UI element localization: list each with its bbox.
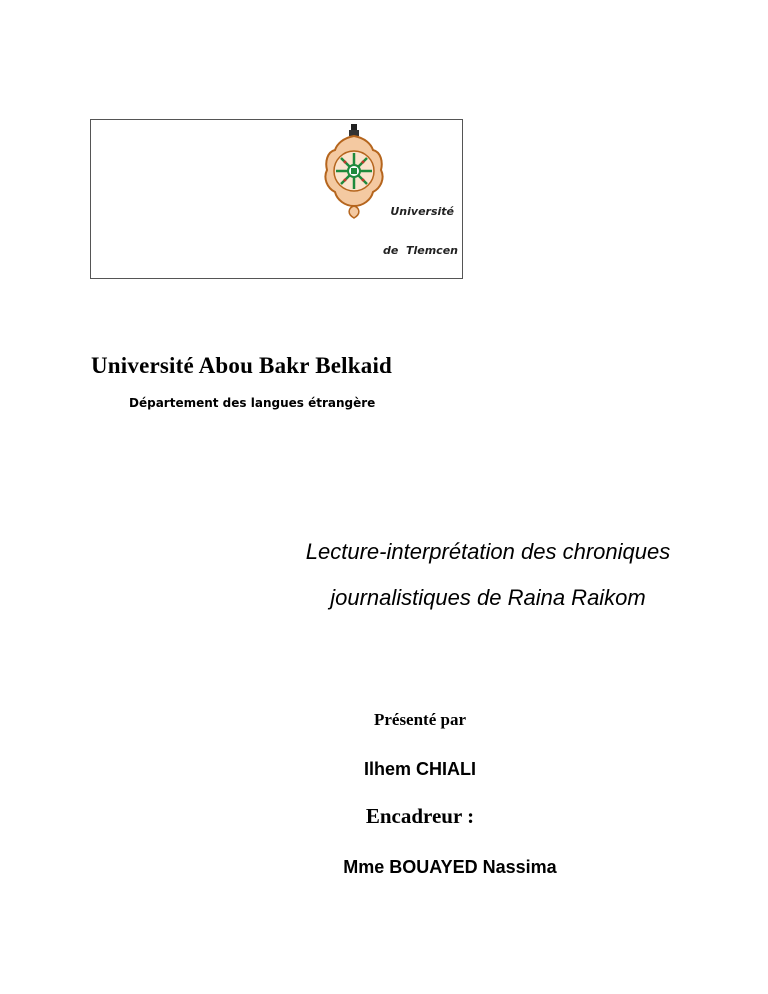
supervisor-name: Mme BOUAYED Nassima: [343, 857, 557, 877]
university-emblem-icon: [323, 122, 385, 220]
logo-caption-city: de Tlemcen: [382, 244, 458, 257]
department-name: Département des langues étrangère: [129, 396, 376, 410]
thesis-title-line-2: journalistiques de Raina Raikom: [330, 585, 646, 610]
supervisor-label: Encadreur :: [365, 804, 475, 828]
author-name: Ilhem CHIALI: [363, 759, 476, 779]
thesis-title-line-1: Lecture-interprétation des chroniques: [305, 539, 671, 564]
presented-by-label: Présenté par: [373, 710, 467, 729]
logo-box: [90, 119, 463, 279]
thesis-title: [278, 529, 698, 621]
logo-caption-university: Université: [390, 205, 454, 218]
university-name: Université Abou Bakr Belkaid: [91, 353, 393, 378]
